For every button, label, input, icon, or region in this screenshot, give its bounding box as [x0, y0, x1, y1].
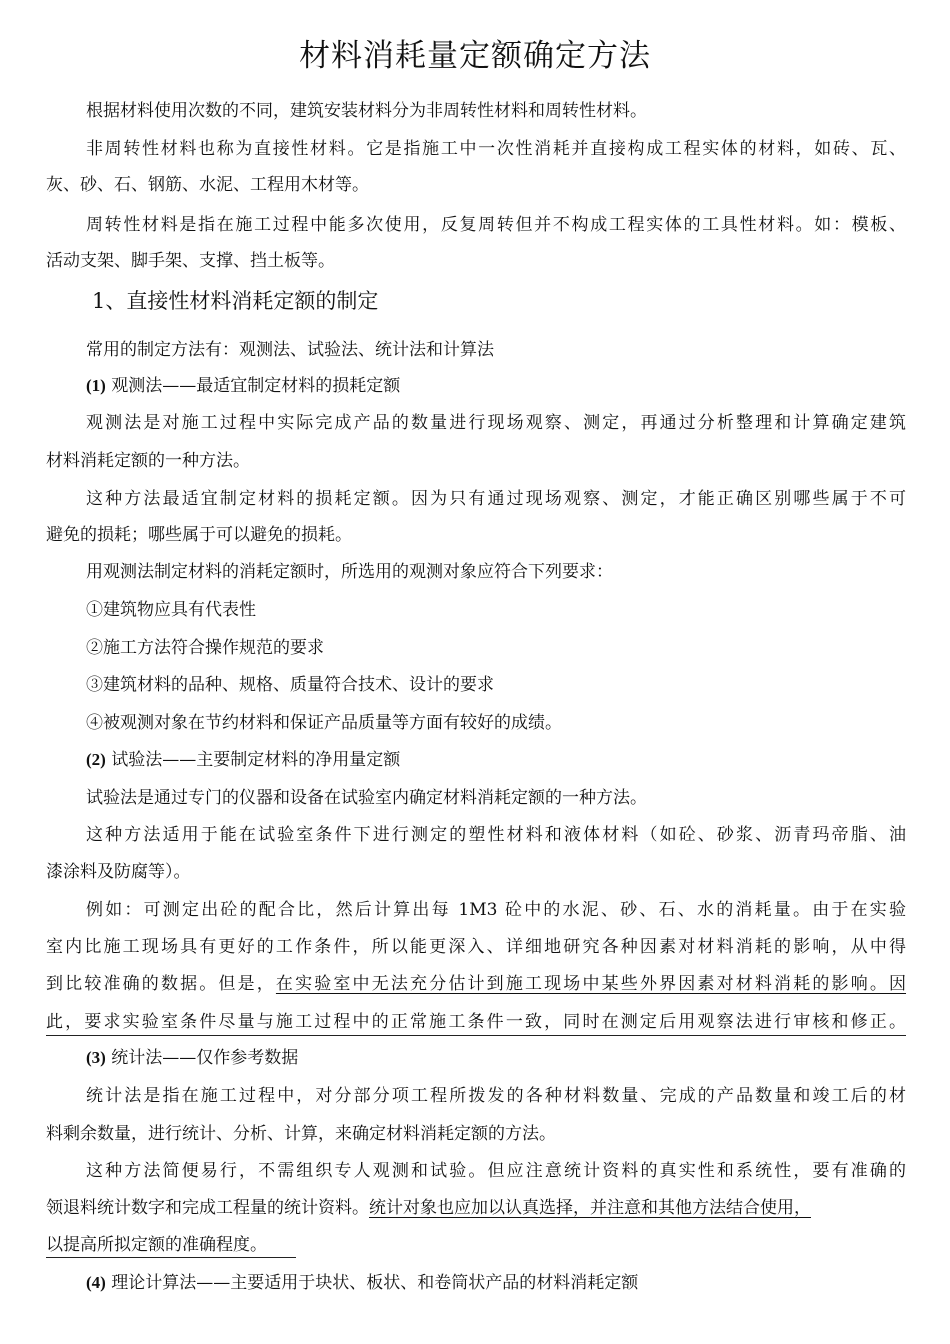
requirement-item-3: ③建筑材料的品种、规格、质量符合技术、设计的要求: [86, 675, 494, 695]
underline-rule: [46, 1257, 296, 1258]
paragraph-simple-line3: 以提高所拟定额的准确程度。: [46, 1235, 267, 1255]
paragraph-example-line4: 此，要求实验室条件尽量与施工过程中的正常施工条件一致，同时在测定后用观察法进行审核和修正。: [46, 1012, 906, 1032]
subheading-observation: [46, 374, 906, 398]
paragraph-methods: 常用的制定方法有：观测法、试验法、统计法和计算法: [86, 340, 494, 360]
subheading-text: 理论计算法——主要适用于块状、板状、和卷筒状产品的材料消耗定额: [105, 1273, 639, 1293]
paragraph-example-line2: 室内比施工现场具有更好的工作条件，所以能更深入、详细地研究各种因素对材料消耗的影响，从中得: [46, 937, 906, 957]
subheading-text: 试验法——主要制定材料的净用量定额: [105, 750, 401, 770]
document-title: 材料消耗量定额确定方法: [299, 38, 651, 74]
paragraph-experiment: 试验法是通过专门的仪器和设备在试验室内确定材料消耗定额的一种方法。: [86, 788, 647, 808]
subheading-text: 统计法——仅作参考数据: [105, 1048, 299, 1068]
requirement-item-2: ②施工方法符合操作规范的要求: [86, 638, 324, 658]
paragraph-nonturnover-line2: 灰、砂、石、钢筋、水泥、工程用木材等。: [46, 175, 369, 195]
paragraph-simple-line1: 这种方法简便易行，不需组织专人观测和试验。但应注意统计资料的真实性和系统性，要有准确的: [86, 1161, 906, 1181]
paragraph-requirements: 用观测法制定材料的消耗定额时，所选用的观测对象应符合下列要求：: [86, 562, 613, 582]
paragraph-loss-line1: 这种方法最适宜制定材料的损耗定额。因为只有通过现场观察、测定，才能正确区别哪些属于不可: [86, 489, 906, 509]
paragraph-nonturnover-line1: 非周转性材料也称为直接性材料。它是指施工中一次性消耗并直接构成工程实体的材料，如砖、瓦、: [86, 139, 906, 159]
paragraph-loss-line2: 避免的损耗；哪些属于可以避免的损耗。: [46, 525, 352, 545]
subheading-text: 观测法——最适宜制定材料的损耗定额: [105, 376, 401, 396]
requirement-item-4: ④被观测对象在节约材料和保证产品质量等方面有较好的成绩。: [86, 713, 562, 733]
subheading-number: (2): [86, 750, 106, 769]
subheading-number: (3): [86, 1048, 106, 1067]
paragraph-example-line1: 例如：可测定出砼的配合比，然后计算出每 1M3 砼中的水泥、砂、石、水的消耗量。由于在实验: [86, 900, 906, 920]
paragraph-turnover-line1: 周转性材料是指在施工过程中能多次使用，反复周转但并不构成工程实体的工具性材料。如：模板、: [86, 215, 906, 235]
subheading-calculation: [46, 1271, 906, 1295]
paragraph-statistics-line1: 统计法是指在施工过程中，对分部分项工程所拨发的各种材料数量、完成的产品数量和竣工后的材: [86, 1086, 906, 1106]
paragraph-statistics-line2: 料剩余数量，进行统计、分析、计算，来确定材料消耗定额的方法。: [46, 1124, 556, 1144]
example-plain-text: 到比较准确的数据。但是，: [46, 974, 276, 994]
paragraph-experiment-scope-line2: 漆涂料及防腐等）。: [46, 862, 191, 882]
subheading-statistics: [46, 1046, 906, 1070]
section-heading-1: [92, 286, 378, 316]
section-heading-1-text: 1、直接性材料消耗定额的制定: [92, 289, 379, 313]
requirement-item-1: ①建筑物应具有代表性: [86, 600, 256, 620]
paragraph-simple-line2: [46, 1196, 906, 1220]
paragraph-observation-line2: 材料消耗定额的一种方法。: [46, 451, 250, 471]
simple-underlined-text: 统计对象也应加以认真选择，并注意和其他方法结合使用，: [369, 1198, 811, 1218]
simple-plain-text: 领退料统计数字和完成工程量的统计资料。: [46, 1198, 369, 1218]
paragraph-turnover-line2: 活动支架、脚手架、支撑、挡土板等。: [46, 251, 335, 271]
paragraph-example-line3: [46, 972, 906, 996]
paragraph-experiment-scope-line1: 这种方法适用于能在试验室条件下进行测定的塑性材料和液体材料（如砼、砂浆、沥青玛帝脂、油: [86, 825, 906, 845]
subheading-number: (1): [86, 376, 106, 395]
subheading-experiment: [46, 748, 906, 772]
paragraph-intro: 根据材料使用次数的不同，建筑安装材料分为非周转性材料和周转性材料。: [86, 101, 647, 121]
subheading-number: (4): [86, 1273, 106, 1292]
underline-rule: [46, 1035, 906, 1036]
paragraph-observation-line1: 观测法是对施工过程中实际完成产品的数量进行现场观察、测定，再通过分析整理和计算确定建筑: [86, 413, 906, 433]
example-underlined-text: 在实验室中无法充分估计到施工现场中某些外界因素对材料消耗的影响。因: [275, 974, 907, 994]
